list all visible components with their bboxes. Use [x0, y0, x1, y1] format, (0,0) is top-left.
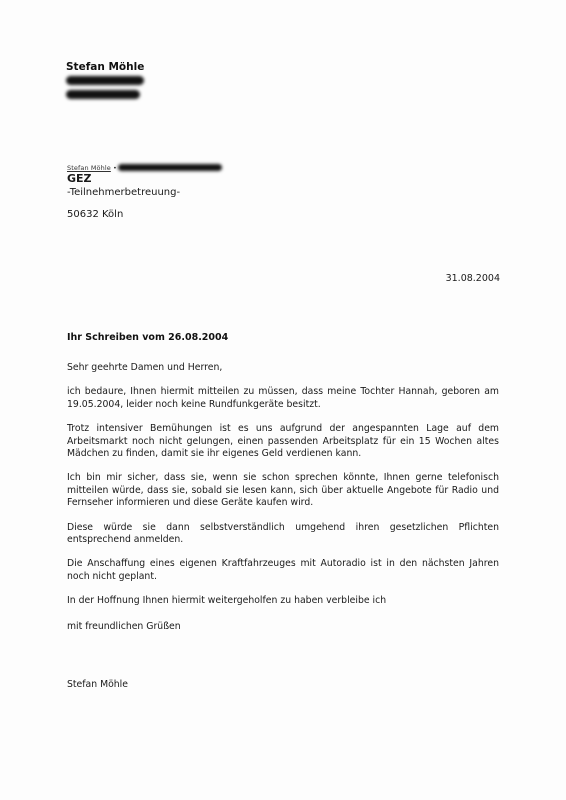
letter-body [67, 362, 499, 620]
body-paragraph: Diese würde sie dann selbstverständlich umgehend ihren gesetzlichen Pflichten entsprechend anmelden. [67, 521, 499, 546]
body-paragraph: ich bedaure, Ihnen hiermit mitteilen zu müssen, dass meine Tochter Hannah, geboren am 19.05.2004, leider noch keine Rundfunkgeräte besitzt. [67, 386, 499, 410]
return-address-separator: • [113, 164, 117, 172]
body-paragraph: Trotz intensiver Bemühungen ist es uns aufgrund der angespannten Lage auf dem Arbeitsmarkt noch nicht gelungen, einen passenden Arbeitsplatz für ein 15 Wochen altes Mädchen zu finden, damit sie ihr eigenes Geld verdienen kann. [67, 423, 499, 460]
body-paragraph: In der Hoffnung Ihnen hiermit weitergeholfen zu haben verbleibe ich [67, 595, 387, 607]
body-paragraph: Ich bin mir sicher, dass sie, wenn sie schon sprechen könnte, Ihnen gerne telefonisch mitteilen würde, dass sie, sobald sie lesen kann, sich über aktuelle Angebote für Radio und Fernseher informieren und diese Geräte kaufen wird. [67, 472, 499, 509]
recipient-org: GEZ [67, 172, 92, 185]
closing: mit freundlichen Grüßen [67, 621, 181, 632]
return-address-name: Stefan Möhle [67, 164, 111, 172]
recipient-city: 50632 Köln [67, 209, 124, 220]
letter-subject: Ihr Schreiben vom 26.08.2004 [67, 332, 229, 343]
redacted-return-address [118, 164, 222, 171]
body-paragraph: Die Anschaffung eines eigenen Kraftfahrzeuges mit Autoradio ist in den nächsten Jahren noch nicht geplant. [67, 558, 499, 582]
recipient-department: -Teilnehmerbetreuung- [67, 187, 181, 198]
sender-name: Stefan Möhle [66, 61, 145, 73]
salutation: Sehr geehrte Damen und Herren, [67, 362, 223, 373]
redacted-sender-city [66, 90, 140, 99]
recipient-block [67, 172, 180, 222]
letter-date: 31.08.2004 [445, 273, 500, 284]
redacted-sender-street [66, 76, 144, 85]
signature-name: Stefan Möhle [67, 679, 128, 690]
